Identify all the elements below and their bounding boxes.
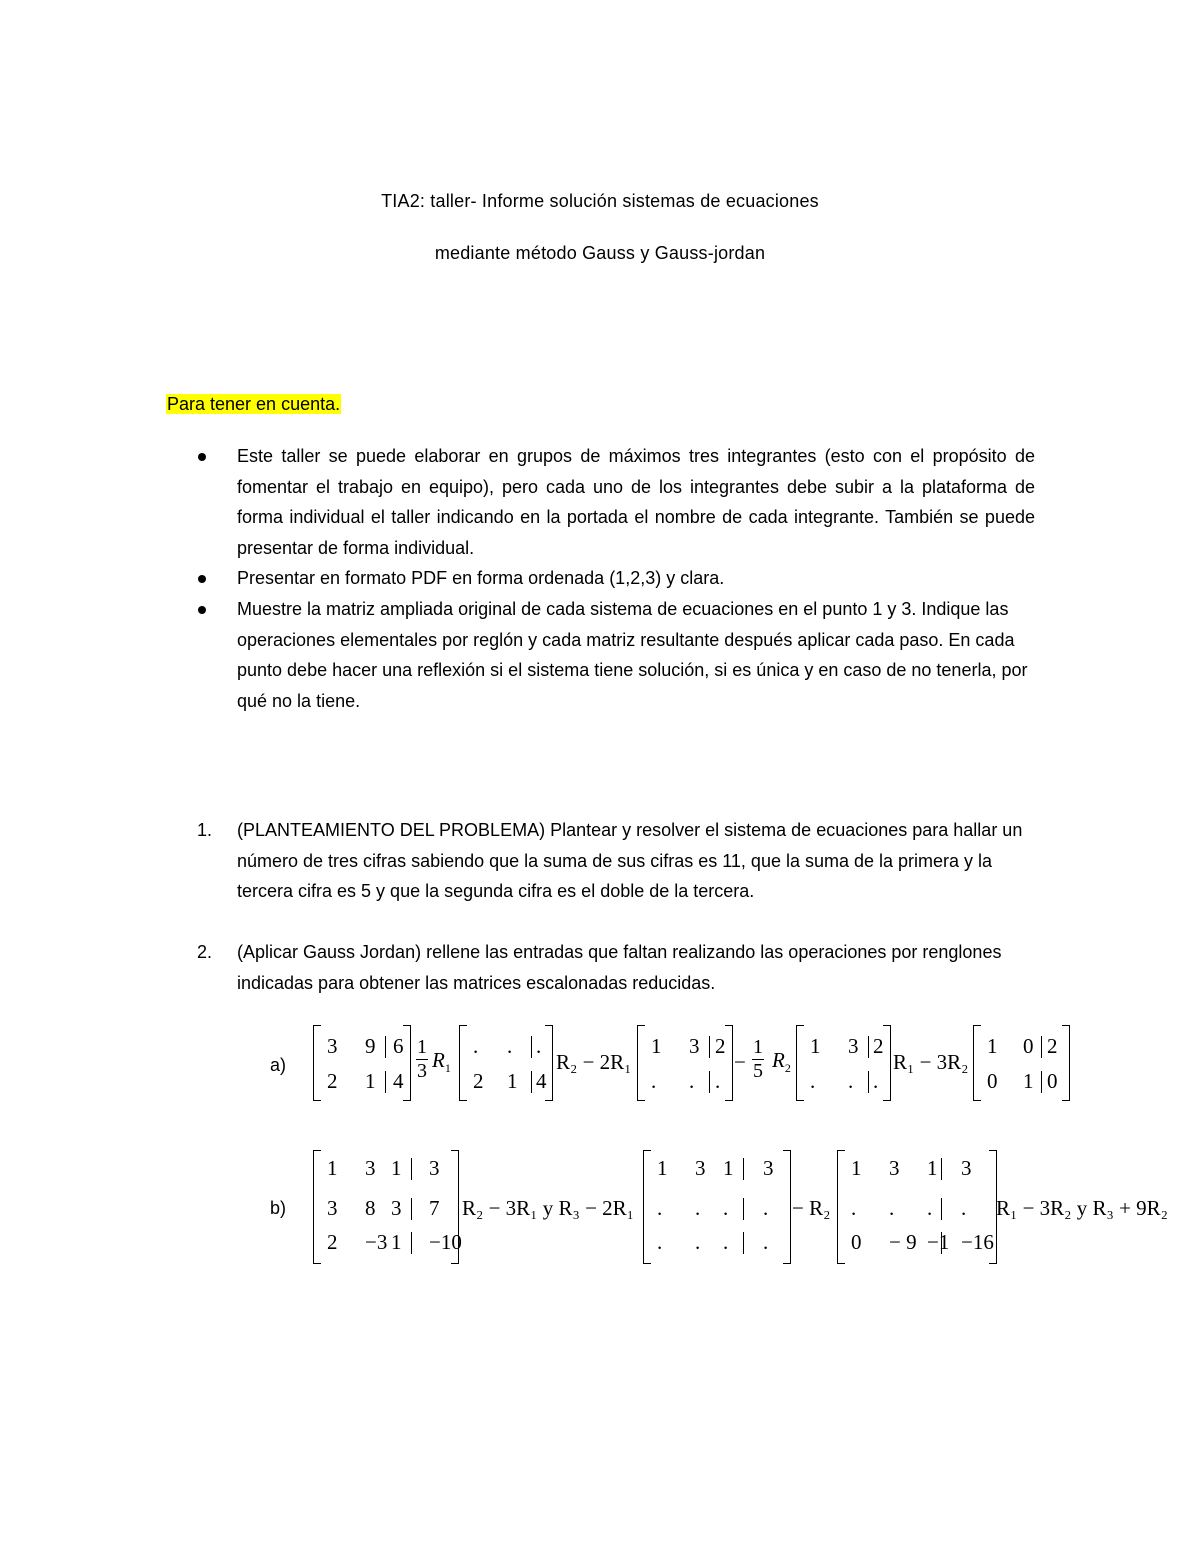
- right-bracket: [783, 1150, 791, 1264]
- left-bracket: [459, 1025, 467, 1101]
- augment-bar: [1041, 1071, 1042, 1093]
- matrix-cell: 2: [327, 1230, 338, 1254]
- matrix-cell: 3: [763, 1156, 774, 1180]
- left-bracket: [796, 1025, 804, 1101]
- matrix-cell: 2: [715, 1034, 726, 1058]
- question-text: rellene las entradas que faltan realizando las operaciones por renglones indicadas para obtener las matrices escalonadas reducidas.: [237, 942, 1002, 993]
- matrix-cell: 3: [889, 1156, 900, 1180]
- augment-bar: [941, 1158, 942, 1180]
- fraction-numerator: 1: [417, 1036, 427, 1058]
- matrix-cell: −1: [927, 1230, 950, 1254]
- matrix-cell: .: [695, 1230, 701, 1254]
- matrix-cell: 3: [327, 1196, 338, 1220]
- matrix-cell: 1: [507, 1069, 518, 1093]
- question-item: [197, 937, 1035, 998]
- augment-bar: [941, 1198, 942, 1220]
- matrix-cell: −3: [365, 1230, 388, 1254]
- augment-bar: [411, 1232, 412, 1254]
- operation-b1: R₂ − 3R₁ y R₃ − 2R₁: [462, 1196, 634, 1220]
- instruction-item: [197, 563, 1035, 594]
- bullet-icon: [198, 453, 206, 461]
- matrix-cell: 1: [810, 1034, 821, 1058]
- exercise-b-label: b): [270, 1198, 287, 1218]
- matrix-cell: 7: [429, 1196, 440, 1220]
- augment-bar: [743, 1158, 744, 1180]
- row-index: 2: [784, 1061, 791, 1076]
- exercise-a-label: a): [270, 1055, 287, 1075]
- left-bracket: [637, 1025, 645, 1101]
- left-bracket: [973, 1025, 981, 1101]
- matrix-cell: 0: [851, 1230, 862, 1254]
- fraction-denominator: 5: [753, 1060, 763, 1082]
- question-2: [197, 937, 1035, 998]
- matrix-cell: 4: [536, 1069, 547, 1093]
- augment-bar: [411, 1198, 412, 1220]
- question-1: [197, 815, 1035, 907]
- matrix-cell: − 9: [889, 1230, 917, 1254]
- fraction-denominator: 3: [417, 1060, 427, 1082]
- matrix-cell: 4: [393, 1069, 404, 1093]
- operation-a3-sign: −: [734, 1050, 746, 1074]
- matrix-cell: 3: [695, 1156, 706, 1180]
- matrix-cell: 3: [327, 1034, 338, 1058]
- matrix-cell: .: [507, 1034, 513, 1058]
- right-bracket: [403, 1025, 411, 1101]
- operation-b2: − R₂: [792, 1196, 831, 1220]
- fraction-one-third: [416, 1036, 428, 1083]
- matrix-cell: .: [873, 1069, 879, 1093]
- row-index: 1: [444, 1061, 451, 1076]
- left-bracket: [313, 1150, 321, 1264]
- matrix-cell: 1: [851, 1156, 862, 1180]
- augment-bar: [531, 1071, 532, 1093]
- question-text: Plantear y resolver el sistema de ecuaciones para hallar un número de tres cifras sabiendo que la suma de sus cifras es 11, que la suma de la primera y la tercera cifra es 5 y que la segunda cifra es el doble de la tercera.: [237, 820, 1023, 902]
- matrix-cell: 3: [391, 1196, 402, 1220]
- instruction-text: Este taller se puede elaborar en grupos de máximos tres integrantes (esto con el propósito de fomentar el trabajo en equipo), pero cada uno de los integrantes debe subir a la plataforma de forma individual el taller indicando en la portada el nombre de cada integrante. También se puede presentar de forma individual.: [237, 446, 1035, 558]
- matrix-b1: [313, 1150, 462, 1264]
- matrix-cell: 1: [657, 1156, 668, 1180]
- matrix-cell: 1: [391, 1230, 402, 1254]
- instructions-list: [197, 441, 1035, 716]
- matrix-cell: 6: [393, 1034, 404, 1058]
- matrix-cell: .: [961, 1196, 967, 1220]
- matrix-cell: .: [473, 1034, 479, 1058]
- operation-b3: R₁ − 3R₂ y R₃ + 9R₂: [996, 1196, 1168, 1220]
- row-symbol: R: [772, 1048, 785, 1072]
- instruction-text: Muestre la matriz ampliada original de cada sistema de ecuaciones en el punto 1 y 3. Indique las operaciones elementales por reglón y cada matriz resultante después aplicar cada paso. En cada punto debe hacer una reflexión si el sistema tiene solución, si es única y en caso de no tenerla, por qué no la tiene.: [237, 598, 1028, 711]
- left-bracket: [313, 1025, 321, 1101]
- question-item: [197, 815, 1035, 907]
- document-title-line-1: TIA2: taller- Informe solución sistemas de ecuaciones: [381, 191, 819, 211]
- matrix-cell: .: [715, 1069, 721, 1093]
- matrix-cell: 2: [1047, 1034, 1058, 1058]
- matrix-cell: 3: [365, 1156, 376, 1180]
- question-number: 1.: [197, 820, 213, 840]
- matrix-cell: 1: [723, 1156, 734, 1180]
- matrix-cell: −10: [429, 1230, 462, 1254]
- fraction-numerator: 1: [753, 1036, 763, 1058]
- matrix-cell: 8: [365, 1196, 376, 1220]
- augment-bar: [709, 1036, 710, 1058]
- right-bracket: [1062, 1025, 1070, 1101]
- matrix-cell: 0: [987, 1069, 998, 1093]
- matrix-cell: .: [695, 1196, 701, 1220]
- operation-a4: R₁ − 3R₂: [893, 1050, 969, 1074]
- augment-bar: [868, 1071, 869, 1093]
- augment-bar: [743, 1198, 744, 1220]
- matrix-cell: 0: [1047, 1069, 1058, 1093]
- augment-bar: [385, 1071, 386, 1093]
- matrix-cell: 1: [327, 1156, 338, 1180]
- row-symbol: R: [432, 1048, 445, 1072]
- right-bracket: [725, 1025, 733, 1101]
- matrix-cell: 3: [689, 1034, 700, 1058]
- matrix-a4: [796, 1025, 891, 1101]
- matrix-cell: 1: [391, 1156, 402, 1180]
- matrix-cell: 2: [327, 1069, 338, 1093]
- augment-bar: [385, 1036, 386, 1058]
- matrix-cell: 1: [365, 1069, 376, 1093]
- fraction-one-fifth: [752, 1036, 764, 1083]
- matrix-cell: 0: [1023, 1034, 1034, 1058]
- matrix-a1: [313, 1025, 411, 1101]
- matrix-cell: 9: [365, 1034, 376, 1058]
- augment-bar: [531, 1036, 532, 1058]
- matrix-cell: 3: [848, 1034, 859, 1058]
- matrix-a5: [973, 1025, 1070, 1101]
- augment-bar: [743, 1232, 744, 1254]
- matrix-cell: .: [763, 1230, 769, 1254]
- matrix-b3: [837, 1150, 997, 1264]
- matrix-cell: 3: [429, 1156, 440, 1180]
- matrix-cell: 2: [473, 1069, 484, 1093]
- matrix-cell: .: [927, 1196, 933, 1220]
- matrix-cell: 1: [987, 1034, 998, 1058]
- matrix-cell: −16: [961, 1230, 994, 1254]
- highlighted-note-label: Para tener en cuenta.: [167, 394, 341, 414]
- document-title-line-2: mediante método Gauss y Gauss-jordan: [434, 243, 766, 263]
- question-number: 2.: [197, 942, 213, 962]
- matrix-cell: .: [536, 1034, 542, 1058]
- matrix-cell: .: [657, 1230, 663, 1254]
- left-bracket: [837, 1150, 845, 1264]
- operation-a2: R₂ − 2R₁: [556, 1050, 632, 1074]
- matrix-cell: .: [763, 1196, 769, 1220]
- matrix-cell: .: [810, 1069, 816, 1093]
- matrix-cell: 1: [927, 1156, 938, 1180]
- matrix-cell: .: [723, 1196, 729, 1220]
- instruction-item: [197, 441, 1035, 563]
- augment-bar: [868, 1036, 869, 1058]
- bullet-icon: [198, 575, 206, 583]
- left-bracket: [643, 1150, 651, 1264]
- matrix-a2: [459, 1025, 553, 1101]
- matrix-cell: .: [848, 1069, 854, 1093]
- bullet-icon: [198, 606, 206, 614]
- augment-bar: [941, 1232, 942, 1254]
- matrix-cell: 3: [961, 1156, 972, 1180]
- matrix-cell: .: [851, 1196, 857, 1220]
- question-heading: (Aplicar Gauss Jordan): [237, 942, 422, 962]
- matrix-cell: .: [723, 1230, 729, 1254]
- matrix-cell: .: [689, 1069, 695, 1093]
- operation-a3: [772, 1048, 791, 1076]
- augment-bar: [1041, 1036, 1042, 1058]
- augment-bar: [411, 1158, 412, 1180]
- note-heading: [166, 394, 341, 415]
- matrix-b2: [643, 1150, 791, 1264]
- matrix-cell: 1: [651, 1034, 662, 1058]
- matrix-cell: 2: [873, 1034, 884, 1058]
- matrix-cell: 1: [1023, 1069, 1034, 1093]
- instruction-text: Presentar en formato PDF en forma ordenada (1,2,3) y clara.: [237, 568, 725, 589]
- question-heading: (PLANTEAMIENTO DEL PROBLEMA): [237, 820, 546, 840]
- matrix-a3: [637, 1025, 733, 1101]
- matrix-cell: .: [889, 1196, 895, 1220]
- augment-bar: [709, 1071, 710, 1093]
- matrix-cell: .: [651, 1069, 657, 1093]
- right-bracket: [883, 1025, 891, 1101]
- instruction-item: [197, 594, 1035, 716]
- operation-a1: [432, 1048, 451, 1076]
- matrix-cell: .: [657, 1196, 663, 1220]
